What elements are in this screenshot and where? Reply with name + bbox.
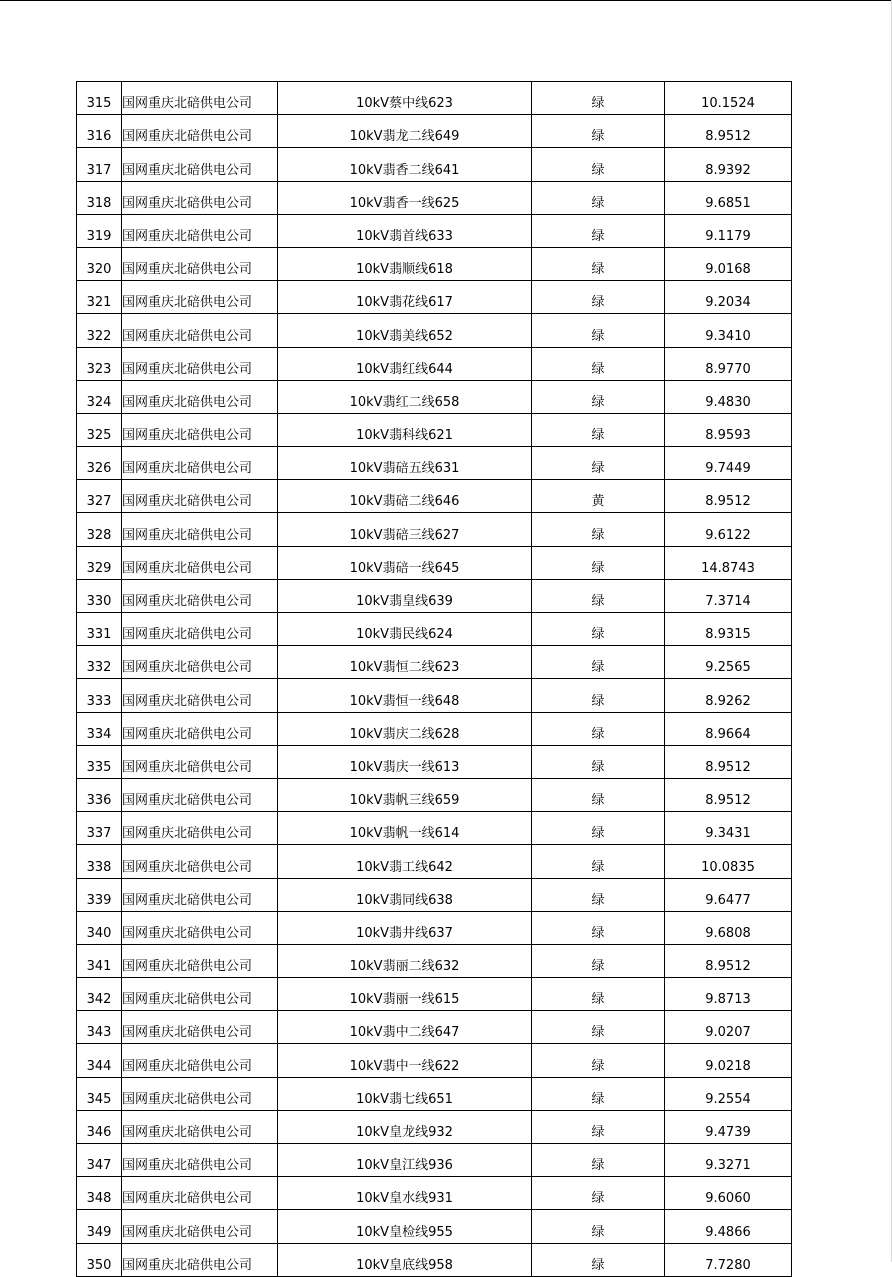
line-name-cell: 10kV翡丽一线615: [278, 978, 532, 1011]
line-name-cell: 10kV翡碚三线627: [278, 513, 532, 546]
table-row: [77, 1044, 792, 1077]
company-name-cell: 国网重庆北碚供电公司: [122, 812, 278, 845]
row-number-cell: 339: [77, 878, 122, 911]
metric-value-cell: 9.3271: [665, 1144, 792, 1177]
status-color-cell: 绿: [532, 181, 665, 214]
company-name-cell: 国网重庆北碚供电公司: [122, 1210, 278, 1243]
company-name-cell: 国网重庆北碚供电公司: [122, 613, 278, 646]
company-name-cell: 国网重庆北碚供电公司: [122, 247, 278, 280]
table-row: [77, 812, 792, 845]
metric-value-cell: 9.2565: [665, 646, 792, 679]
line-name-cell: 10kV翡丽二线632: [278, 944, 532, 977]
metric-value-cell: 8.9770: [665, 347, 792, 380]
row-number-cell: 349: [77, 1210, 122, 1243]
metric-value-cell: 7.3714: [665, 579, 792, 612]
row-number-cell: 322: [77, 314, 122, 347]
table-row: [77, 413, 792, 446]
line-name-cell: 10kV翡首线633: [278, 214, 532, 247]
table-row: [77, 247, 792, 280]
metric-value-cell: 9.2034: [665, 281, 792, 314]
row-number-cell: 315: [77, 82, 122, 115]
company-name-cell: 国网重庆北碚供电公司: [122, 1243, 278, 1276]
company-name-cell: 国网重庆北碚供电公司: [122, 447, 278, 480]
metric-value-cell: 8.9512: [665, 480, 792, 513]
row-number-cell: 331: [77, 613, 122, 646]
company-name-cell: 国网重庆北碚供电公司: [122, 878, 278, 911]
row-number-cell: 337: [77, 812, 122, 845]
company-name-cell: 国网重庆北碚供电公司: [122, 1177, 278, 1210]
row-number-cell: 327: [77, 480, 122, 513]
company-name-cell: 国网重庆北碚供电公司: [122, 778, 278, 811]
table-row: [77, 911, 792, 944]
row-number-cell: 321: [77, 281, 122, 314]
table-row: [77, 613, 792, 646]
row-number-cell: 324: [77, 380, 122, 413]
line-name-cell: 10kV翡碚一线645: [278, 546, 532, 579]
metric-value-cell: 8.9512: [665, 778, 792, 811]
metric-value-cell: 9.2554: [665, 1077, 792, 1110]
line-name-cell: 10kV翡碚二线646: [278, 480, 532, 513]
metric-value-cell: 9.0218: [665, 1044, 792, 1077]
table-row: [77, 314, 792, 347]
line-name-cell: 10kV皇检线955: [278, 1210, 532, 1243]
row-number-cell: 341: [77, 944, 122, 977]
table-row: [77, 878, 792, 911]
status-color-cell: 绿: [532, 911, 665, 944]
table-row: [77, 347, 792, 380]
line-name-cell: 10kV翡花线617: [278, 281, 532, 314]
status-color-cell: 绿: [532, 148, 665, 181]
line-name-cell: 10kV翡香一线625: [278, 181, 532, 214]
status-color-cell: 绿: [532, 1011, 665, 1044]
company-name-cell: 国网重庆北碚供电公司: [122, 646, 278, 679]
metric-value-cell: 9.8713: [665, 978, 792, 1011]
row-number-cell: 342: [77, 978, 122, 1011]
metric-value-cell: 10.0835: [665, 845, 792, 878]
status-color-cell: 绿: [532, 281, 665, 314]
status-color-cell: 绿: [532, 447, 665, 480]
table-row: [77, 1210, 792, 1243]
table-row: [77, 944, 792, 977]
metric-value-cell: 9.7449: [665, 447, 792, 480]
row-number-cell: 347: [77, 1144, 122, 1177]
row-number-cell: 344: [77, 1044, 122, 1077]
metric-value-cell: 7.7280: [665, 1243, 792, 1276]
metric-value-cell: 9.0168: [665, 247, 792, 280]
status-color-cell: 绿: [532, 712, 665, 745]
row-number-cell: 325: [77, 413, 122, 446]
line-name-cell: 10kV翡科线621: [278, 413, 532, 446]
table-row: [77, 1011, 792, 1044]
row-number-cell: 316: [77, 115, 122, 148]
table-row: [77, 82, 792, 115]
status-color-cell: 绿: [532, 546, 665, 579]
line-name-cell: 10kV皇龙线932: [278, 1110, 532, 1143]
company-name-cell: 国网重庆北碚供电公司: [122, 911, 278, 944]
metric-value-cell: 9.6477: [665, 878, 792, 911]
table-row: [77, 646, 792, 679]
metric-value-cell: 14.8743: [665, 546, 792, 579]
line-name-cell: 10kV翡中二线647: [278, 1011, 532, 1044]
row-number-cell: 346: [77, 1110, 122, 1143]
company-name-cell: 国网重庆北碚供电公司: [122, 944, 278, 977]
status-color-cell: 绿: [532, 314, 665, 347]
table-row: [77, 447, 792, 480]
metric-value-cell: 8.9512: [665, 944, 792, 977]
line-name-cell: 10kV翡碚五线631: [278, 447, 532, 480]
row-number-cell: 334: [77, 712, 122, 745]
line-name-cell: 10kV翡恒一线648: [278, 679, 532, 712]
status-color-cell: 绿: [532, 380, 665, 413]
line-name-cell: 10kV蔡中线623: [278, 82, 532, 115]
row-number-cell: 318: [77, 181, 122, 214]
company-name-cell: 国网重庆北碚供电公司: [122, 480, 278, 513]
company-name-cell: 国网重庆北碚供电公司: [122, 1110, 278, 1143]
row-number-cell: 330: [77, 579, 122, 612]
line-name-cell: 10kV翡皇线639: [278, 579, 532, 612]
company-name-cell: 国网重庆北碚供电公司: [122, 712, 278, 745]
company-name-cell: 国网重庆北碚供电公司: [122, 214, 278, 247]
metric-value-cell: 8.9593: [665, 413, 792, 446]
status-color-cell: 绿: [532, 1144, 665, 1177]
metric-value-cell: 9.3410: [665, 314, 792, 347]
feeder-table: [76, 81, 792, 1277]
company-name-cell: 国网重庆北碚供电公司: [122, 978, 278, 1011]
table-row: [77, 115, 792, 148]
line-name-cell: 10kV翡红线644: [278, 347, 532, 380]
row-number-cell: 348: [77, 1177, 122, 1210]
metric-value-cell: 8.9315: [665, 613, 792, 646]
company-name-cell: 国网重庆北碚供电公司: [122, 281, 278, 314]
status-color-cell: 绿: [532, 845, 665, 878]
company-name-cell: 国网重庆北碚供电公司: [122, 148, 278, 181]
row-number-cell: 317: [77, 148, 122, 181]
status-color-cell: 绿: [532, 214, 665, 247]
status-color-cell: 绿: [532, 1243, 665, 1276]
line-name-cell: 10kV翡帆一线614: [278, 812, 532, 845]
status-color-cell: 绿: [532, 347, 665, 380]
metric-value-cell: 9.6851: [665, 181, 792, 214]
status-color-cell: 绿: [532, 978, 665, 1011]
table-row: [77, 1243, 792, 1276]
line-name-cell: 10kV翡香二线641: [278, 148, 532, 181]
metric-value-cell: 8.9262: [665, 679, 792, 712]
line-name-cell: 10kV翡中一线622: [278, 1044, 532, 1077]
metric-value-cell: 9.6060: [665, 1177, 792, 1210]
table-row: [77, 1077, 792, 1110]
line-name-cell: 10kV翡同线638: [278, 878, 532, 911]
company-name-cell: 国网重庆北碚供电公司: [122, 579, 278, 612]
company-name-cell: 国网重庆北碚供电公司: [122, 679, 278, 712]
row-number-cell: 335: [77, 745, 122, 778]
line-name-cell: 10kV翡顺线618: [278, 247, 532, 280]
line-name-cell: 10kV翡美线652: [278, 314, 532, 347]
metric-value-cell: 9.6808: [665, 911, 792, 944]
metric-value-cell: 9.4739: [665, 1110, 792, 1143]
line-name-cell: 10kV皇江线936: [278, 1144, 532, 1177]
table-row: [77, 1110, 792, 1143]
row-number-cell: 350: [77, 1243, 122, 1276]
line-name-cell: 10kV翡井线637: [278, 911, 532, 944]
row-number-cell: 336: [77, 778, 122, 811]
company-name-cell: 国网重庆北碚供电公司: [122, 314, 278, 347]
row-number-cell: 326: [77, 447, 122, 480]
status-color-cell: 绿: [532, 1110, 665, 1143]
line-name-cell: 10kV翡恒二线623: [278, 646, 532, 679]
line-name-cell: 10kV翡庆二线628: [278, 712, 532, 745]
company-name-cell: 国网重庆北碚供电公司: [122, 347, 278, 380]
company-name-cell: 国网重庆北碚供电公司: [122, 546, 278, 579]
status-color-cell: 绿: [532, 646, 665, 679]
status-color-cell: 绿: [532, 115, 665, 148]
metric-value-cell: 9.3431: [665, 812, 792, 845]
table-row: [77, 579, 792, 612]
table-row: [77, 513, 792, 546]
row-number-cell: 340: [77, 911, 122, 944]
status-color-cell: 绿: [532, 878, 665, 911]
line-name-cell: 10kV皇水线931: [278, 1177, 532, 1210]
row-number-cell: 338: [77, 845, 122, 878]
table-row: [77, 778, 792, 811]
line-name-cell: 10kV皇底线958: [278, 1243, 532, 1276]
line-name-cell: 10kV翡民线624: [278, 613, 532, 646]
status-color-cell: 绿: [532, 944, 665, 977]
table-row: [77, 1144, 792, 1177]
metric-value-cell: 8.9664: [665, 712, 792, 745]
row-number-cell: 333: [77, 679, 122, 712]
status-color-cell: 绿: [532, 679, 665, 712]
line-name-cell: 10kV翡红二线658: [278, 380, 532, 413]
row-number-cell: 345: [77, 1077, 122, 1110]
company-name-cell: 国网重庆北碚供电公司: [122, 380, 278, 413]
metric-value-cell: 10.1524: [665, 82, 792, 115]
status-color-cell: 绿: [532, 82, 665, 115]
row-number-cell: 319: [77, 214, 122, 247]
line-name-cell: 10kV翡工线642: [278, 845, 532, 878]
status-color-cell: 绿: [532, 812, 665, 845]
metric-value-cell: 8.9512: [665, 115, 792, 148]
metric-value-cell: 9.4830: [665, 380, 792, 413]
table-row: [77, 679, 792, 712]
company-name-cell: 国网重庆北碚供电公司: [122, 1044, 278, 1077]
table-row: [77, 978, 792, 1011]
status-color-cell: 绿: [532, 579, 665, 612]
page-top-rule: [0, 0, 892, 1]
line-name-cell: 10kV翡龙二线649: [278, 115, 532, 148]
company-name-cell: 国网重庆北碚供电公司: [122, 1144, 278, 1177]
table-row: [77, 845, 792, 878]
status-color-cell: 绿: [532, 413, 665, 446]
company-name-cell: 国网重庆北碚供电公司: [122, 181, 278, 214]
company-name-cell: 国网重庆北碚供电公司: [122, 513, 278, 546]
company-name-cell: 国网重庆北碚供电公司: [122, 1077, 278, 1110]
metric-value-cell: 8.9512: [665, 745, 792, 778]
table-row: [77, 380, 792, 413]
row-number-cell: 328: [77, 513, 122, 546]
line-name-cell: 10kV翡庆一线613: [278, 745, 532, 778]
table-row: [77, 281, 792, 314]
company-name-cell: 国网重庆北碚供电公司: [122, 845, 278, 878]
metric-value-cell: 9.1179: [665, 214, 792, 247]
status-color-cell: 绿: [532, 513, 665, 546]
row-number-cell: 320: [77, 247, 122, 280]
metric-value-cell: 8.9392: [665, 148, 792, 181]
row-number-cell: 329: [77, 546, 122, 579]
status-color-cell: 绿: [532, 778, 665, 811]
table-row: [77, 214, 792, 247]
status-color-cell: 绿: [532, 1077, 665, 1110]
table-row: [77, 181, 792, 214]
status-color-cell: 绿: [532, 1210, 665, 1243]
status-color-cell: 绿: [532, 613, 665, 646]
line-name-cell: 10kV翡帆三线659: [278, 778, 532, 811]
table-row: [77, 712, 792, 745]
table-row: [77, 480, 792, 513]
metric-value-cell: 9.4866: [665, 1210, 792, 1243]
table-row: [77, 745, 792, 778]
status-color-cell: 绿: [532, 745, 665, 778]
status-color-cell: 绿: [532, 1177, 665, 1210]
row-number-cell: 332: [77, 646, 122, 679]
company-name-cell: 国网重庆北碚供电公司: [122, 115, 278, 148]
company-name-cell: 国网重庆北碚供电公司: [122, 745, 278, 778]
metric-value-cell: 9.0207: [665, 1011, 792, 1044]
company-name-cell: 国网重庆北碚供电公司: [122, 413, 278, 446]
company-name-cell: 国网重庆北碚供电公司: [122, 82, 278, 115]
row-number-cell: 323: [77, 347, 122, 380]
status-color-cell: 绿: [532, 1044, 665, 1077]
line-name-cell: 10kV翡七线651: [278, 1077, 532, 1110]
company-name-cell: 国网重庆北碚供电公司: [122, 1011, 278, 1044]
row-number-cell: 343: [77, 1011, 122, 1044]
status-color-cell: 绿: [532, 247, 665, 280]
status-color-cell: 黄: [532, 480, 665, 513]
metric-value-cell: 9.6122: [665, 513, 792, 546]
table-row: [77, 1177, 792, 1210]
feeder-table-body: [77, 82, 792, 1277]
table-row: [77, 148, 792, 181]
table-row: [77, 546, 792, 579]
